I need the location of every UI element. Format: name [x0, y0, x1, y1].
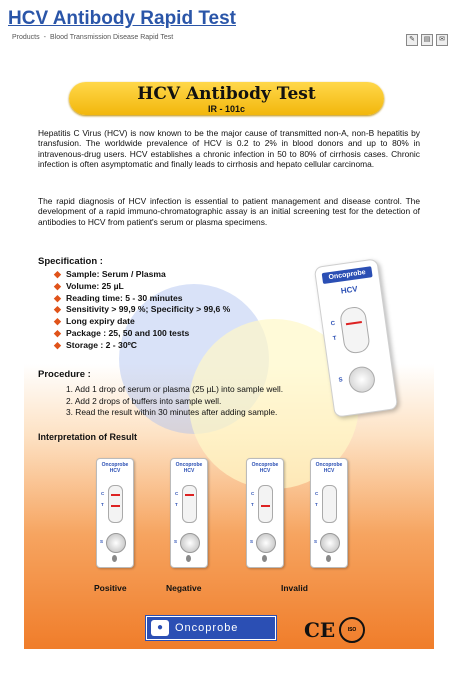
diagnosis-paragraph: The rapid diagnosis of HCV infection is essential to patient management and disease control. The development of a rapid immuno-chromatographic assay is an initial screening test for the detection of antibodies to HCV from patient's serum or plasma specimens. [38, 196, 420, 227]
cassette-positive [96, 458, 134, 568]
specification-heading: Specification : [38, 256, 103, 267]
list-item: ◆ Volume: 25 µL [54, 280, 124, 291]
cassette-brand: HCV [340, 284, 359, 296]
control-mark: C [251, 491, 255, 496]
control-mark: C [175, 491, 179, 496]
list-item: ◆ Reading time: 5 - 30 minutes [54, 292, 183, 303]
breadcrumb: Products - Blood Transmission Disease Rapid Test [12, 34, 174, 41]
list-item: 1. Add 1 drop of serum or plasma (25 µL) into sample well. [66, 384, 284, 394]
cassette-invalid-2 [310, 458, 348, 568]
test-mark: T [315, 502, 318, 507]
list-item: 3. Read the result within 30 minutes after adding sample. [66, 407, 278, 418]
drop-icon [262, 555, 267, 562]
test-band [261, 505, 270, 507]
list-item: ◆ Storage : 2 - 30ºC [54, 339, 137, 350]
sample-mark: S [174, 539, 178, 544]
list-item: ◆ Sensitivity > 99,9 %; Specificity > 99,6 % [54, 304, 231, 315]
print-icon[interactable]: ▤ [421, 34, 433, 46]
list-item: ◆ Sample: Serum / Plasma [54, 269, 166, 279]
drop-icon [112, 555, 117, 562]
cassette-label: Oncoprobe HCV [175, 462, 203, 474]
email-icon[interactable]: ✉ [436, 34, 448, 46]
cassette-label: Oncoprobe [322, 266, 373, 284]
procedure-heading: Procedure : [38, 369, 91, 380]
page-title[interactable]: HCV Antibody Rapid Test [8, 8, 236, 29]
sample-mark: S [314, 539, 318, 544]
test-mark: T [101, 502, 104, 507]
test-mark: T [332, 335, 337, 343]
sample-well [106, 533, 126, 553]
specification-list [54, 269, 230, 352]
result-label-positive: Positive [94, 583, 127, 593]
bullet-icon: ◆ [54, 304, 61, 315]
breadcrumb-item-products[interactable]: Products [12, 34, 40, 41]
drop-logo-icon: ● [151, 620, 169, 636]
bullet-icon: ◆ [54, 316, 61, 327]
control-mark: C [315, 491, 319, 496]
cassette-label: Oncoprobe HCV [101, 462, 129, 474]
edit-icon[interactable]: ✎ [406, 34, 418, 46]
bullet-icon: ◆ [54, 339, 61, 350]
test-mark: T [175, 502, 178, 507]
watermark: medicalogy.com [306, 664, 430, 681]
article-toolbar [406, 34, 448, 46]
drop-icon [186, 555, 191, 562]
result-window [339, 305, 371, 354]
sample-mark: S [100, 539, 104, 544]
sample-well [180, 533, 200, 553]
control-mark: C [101, 491, 105, 496]
list-item: ◆ Package : 25, 50 and 100 tests [54, 327, 190, 338]
result-window [182, 485, 197, 523]
banner-title: HCV Antibody Test [137, 84, 316, 104]
intro-paragraph: Hepatitis C Virus (HCV) is now known to be the major cause of transmitted non-A, non-B hepatitis by transfusion. The worldwide prevalence of HCV is 0.2 to 2% in blood donors and up to 80% in intravenous-drug users. HCV establishes a chronic infection in 50 to 80% of cirrhosis cases. Chronic infection is often asymptomatic and finally leads to cirrhosis and hepato cellular carcinoma. [38, 128, 420, 169]
cassette-label: Oncoprobe HCV [251, 462, 279, 474]
control-mark: C [330, 320, 336, 328]
interpretation-heading: Interpretation of Result [38, 432, 138, 442]
bullet-icon: ◆ [54, 292, 61, 303]
certification-seal-icon: ISO [339, 617, 365, 643]
breadcrumb-item-category[interactable]: Blood Transmission Disease Rapid Test [49, 34, 174, 41]
list-item: 2. Add 2 drops of buffers into sample well. [66, 395, 222, 406]
sample-mark: S [250, 539, 254, 544]
bullet-icon: ◆ [54, 327, 61, 338]
ce-mark: CE [304, 618, 336, 642]
control-band [185, 494, 194, 496]
result-window [108, 485, 123, 523]
cassette-negative [170, 458, 208, 568]
sample-well [256, 533, 276, 553]
sample-mark: S [338, 377, 344, 384]
result-label-invalid: Invalid [281, 583, 308, 593]
result-window [322, 485, 337, 523]
banner-subtitle: IR - 101c [207, 104, 246, 114]
cassette-invalid-1 [246, 458, 284, 568]
title-banner [69, 82, 384, 115]
control-band [346, 321, 362, 325]
sample-well [320, 533, 340, 553]
sample-well [347, 365, 376, 394]
result-window [258, 485, 273, 523]
control-band [111, 494, 120, 496]
drop-icon [326, 555, 331, 562]
brand-logo [146, 616, 276, 640]
list-item: ◆ Long expiry date [54, 316, 135, 327]
bullet-icon: ◆ [54, 269, 61, 279]
test-mark: T [251, 502, 254, 507]
product-poster [24, 64, 434, 681]
bullet-icon: ◆ [54, 280, 61, 291]
procedure-list [66, 384, 283, 419]
brand-logo-text: Oncoprobe [175, 622, 239, 634]
test-band [111, 505, 120, 507]
cassette-label: Oncoprobe HCV [315, 462, 343, 474]
result-label-negative: Negative [166, 583, 202, 593]
